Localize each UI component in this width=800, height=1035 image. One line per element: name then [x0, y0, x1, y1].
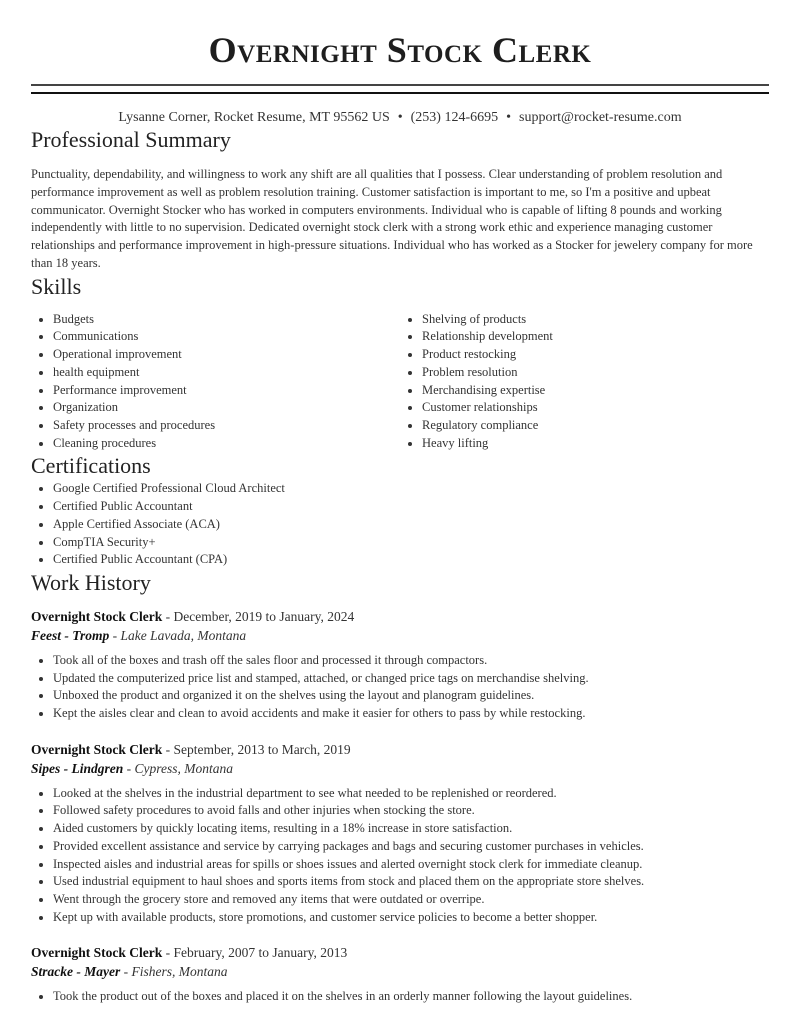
- work-history-heading: Work History: [31, 569, 151, 595]
- job-bullets: [31, 652, 769, 723]
- skill-item: • Heavy lifting: [422, 435, 769, 453]
- certification-item: • CompTIA Security+: [53, 534, 769, 552]
- job-bullet: • Used industrial equipment to haul shoes and sports items from stock and placed them on the appropriate store shelves.: [53, 873, 769, 891]
- skill-item: • Relationship development: [422, 328, 769, 346]
- job-title-line: Overnight Stock Clerk - September, 2013 to March, 2019: [31, 741, 351, 757]
- job-location: Fishers, Montana: [131, 964, 228, 980]
- skill-item: • Operational improvement: [53, 346, 400, 364]
- job-bullets: [31, 785, 769, 927]
- job-bullet: • Followed safety procedures to avoid falls and other injuries when stocking the store.: [53, 802, 769, 820]
- job-title: Overnight Stock Clerk: [31, 945, 163, 961]
- skill-item: • Communications: [53, 328, 400, 346]
- company-line: Feest - Tromp - Lake Lavada, Montana: [31, 627, 247, 643]
- skill-item: • Performance improvement: [53, 382, 400, 400]
- job-entry: [31, 740, 769, 927]
- job-bullet: • Took the product out of the boxes and placed it on the shelves in an orderly manner following the layout guidelines.: [53, 988, 769, 1006]
- company-line: Sipes - Lindgren - Cypress, Montana: [31, 760, 234, 776]
- skill-item: • Regulatory compliance: [422, 417, 769, 435]
- job-bullet: • Took all of the boxes and trash off the sales floor and processed it through compactors.: [53, 652, 769, 670]
- bullet-separator: •: [397, 110, 403, 125]
- job-title: Overnight Stock Clerk: [31, 741, 163, 757]
- company-name: Feest - Tromp: [31, 627, 110, 643]
- certifications-list: [31, 480, 769, 569]
- job-location: Cypress, Montana: [134, 760, 234, 776]
- summary-heading: Professional Summary: [31, 127, 231, 152]
- job-bullet: • Inspected aisles and industrial areas for spills or shoes issues and alerted overnight stock clerk for immediate cleanup.: [53, 856, 769, 874]
- certification-item: • Certified Public Accountant: [53, 498, 769, 516]
- certification-item: • Google Certified Professional Cloud Architect: [53, 480, 769, 498]
- certification-item: • Certified Public Accountant (CPA): [53, 551, 769, 569]
- job-bullet: • Looked at the shelves in the industrial department to see what needed to be replenished or reordered.: [53, 785, 769, 803]
- company-line: Stracke - Mayer - Fishers, Montana: [31, 964, 228, 980]
- skills-left-list: [31, 311, 400, 453]
- job-bullet: • Aided customers by quickly locating items, resulting in a 18% increase in store satisfaction.: [53, 820, 769, 838]
- contact-address: Lysanne Corner, Rocket Resume, MT 95562 US: [118, 110, 390, 125]
- certification-item: • Apple Certified Associate (ACA): [53, 516, 769, 534]
- job-entry: [31, 607, 769, 723]
- job-location: Lake Lavada, Montana: [120, 627, 247, 643]
- skill-item: • Organization: [53, 399, 400, 417]
- skill-item: • Product restocking: [422, 346, 769, 364]
- skill-item: • health equipment: [53, 364, 400, 382]
- skill-item: • Shelving of products: [422, 311, 769, 329]
- job-dates: February, 2007 to January, 2013: [173, 945, 348, 961]
- job-bullet: • Updated the computerized price list and stamped, attached, or changed price tags on merchandise shelving.: [53, 670, 769, 688]
- job-bullet: • Kept the aisles clear and clean to avoid accidents and make it easier for others to pass by while restocking.: [53, 705, 769, 723]
- company-name: Stracke - Mayer: [31, 964, 121, 980]
- job-entry: [31, 943, 769, 1006]
- skill-item: • Problem resolution: [422, 364, 769, 382]
- skill-item: • Customer relationships: [422, 399, 769, 417]
- skill-item: • Budgets: [53, 311, 400, 329]
- company-name: Sipes - Lindgren: [31, 760, 124, 776]
- bullet-separator: •: [506, 110, 512, 125]
- job-bullet: • Went through the grocery store and removed any items that were outdated or overripe.: [53, 891, 769, 909]
- skills-right-list: [400, 311, 769, 453]
- job-bullets: [31, 988, 769, 1006]
- job-bullet: • Provided excellent assistance and service by carrying packages and bags and securing customer purchases in vehicles.: [53, 838, 769, 856]
- job-bullet: • Kept up with available products, store promotions, and customer service policies to become a better shopper.: [53, 909, 769, 927]
- certifications-heading: Certifications: [31, 453, 151, 479]
- skill-item: • Cleaning procedures: [53, 435, 400, 453]
- skills-heading: Skills: [31, 273, 82, 299]
- skill-item: • Merchandising expertise: [422, 382, 769, 400]
- resume-title: Overnight Stock Clerk: [208, 30, 592, 70]
- contact-phone: (253) 124-6695: [410, 110, 499, 125]
- job-dates: September, 2013 to March, 2019: [173, 741, 351, 757]
- contact-email: support@rocket-resume.com: [519, 110, 682, 125]
- title-divider: [31, 84, 769, 94]
- job-bullet: • Unboxed the product and organized it on the shelves using the layout and planogram guidelines.: [53, 687, 769, 705]
- contact-line: [31, 110, 769, 126]
- job-dates: December, 2019 to January, 2024: [173, 608, 355, 624]
- job-title: Overnight Stock Clerk: [31, 608, 163, 624]
- job-title-line: Overnight Stock Clerk - December, 2019 to January, 2024: [31, 608, 355, 624]
- skills-columns: [31, 311, 769, 453]
- job-title-line: Overnight Stock Clerk - February, 2007 to January, 2013: [31, 945, 348, 961]
- skill-item: • Safety processes and procedures: [53, 417, 400, 435]
- summary-text: Punctuality, dependability, and willingness to work any shift are all qualities that I possess. Clear understanding of problem resolution and performance improvement as well as problem resolution training. Customer satisfaction is important to me, so I'm a positive and upbeat communicator. Overnight Stocker who has worked in computers environments. Individual who is capable of lifting 8 pounds and working independently with little to no supervision. Dedicated overnight stock clerk with a strong work ethic and experience managing customer relationships and performance improvement in high-pressure situations. Individual who has worked as a Stocker for jewelery company for more than 18 years.: [31, 167, 753, 270]
